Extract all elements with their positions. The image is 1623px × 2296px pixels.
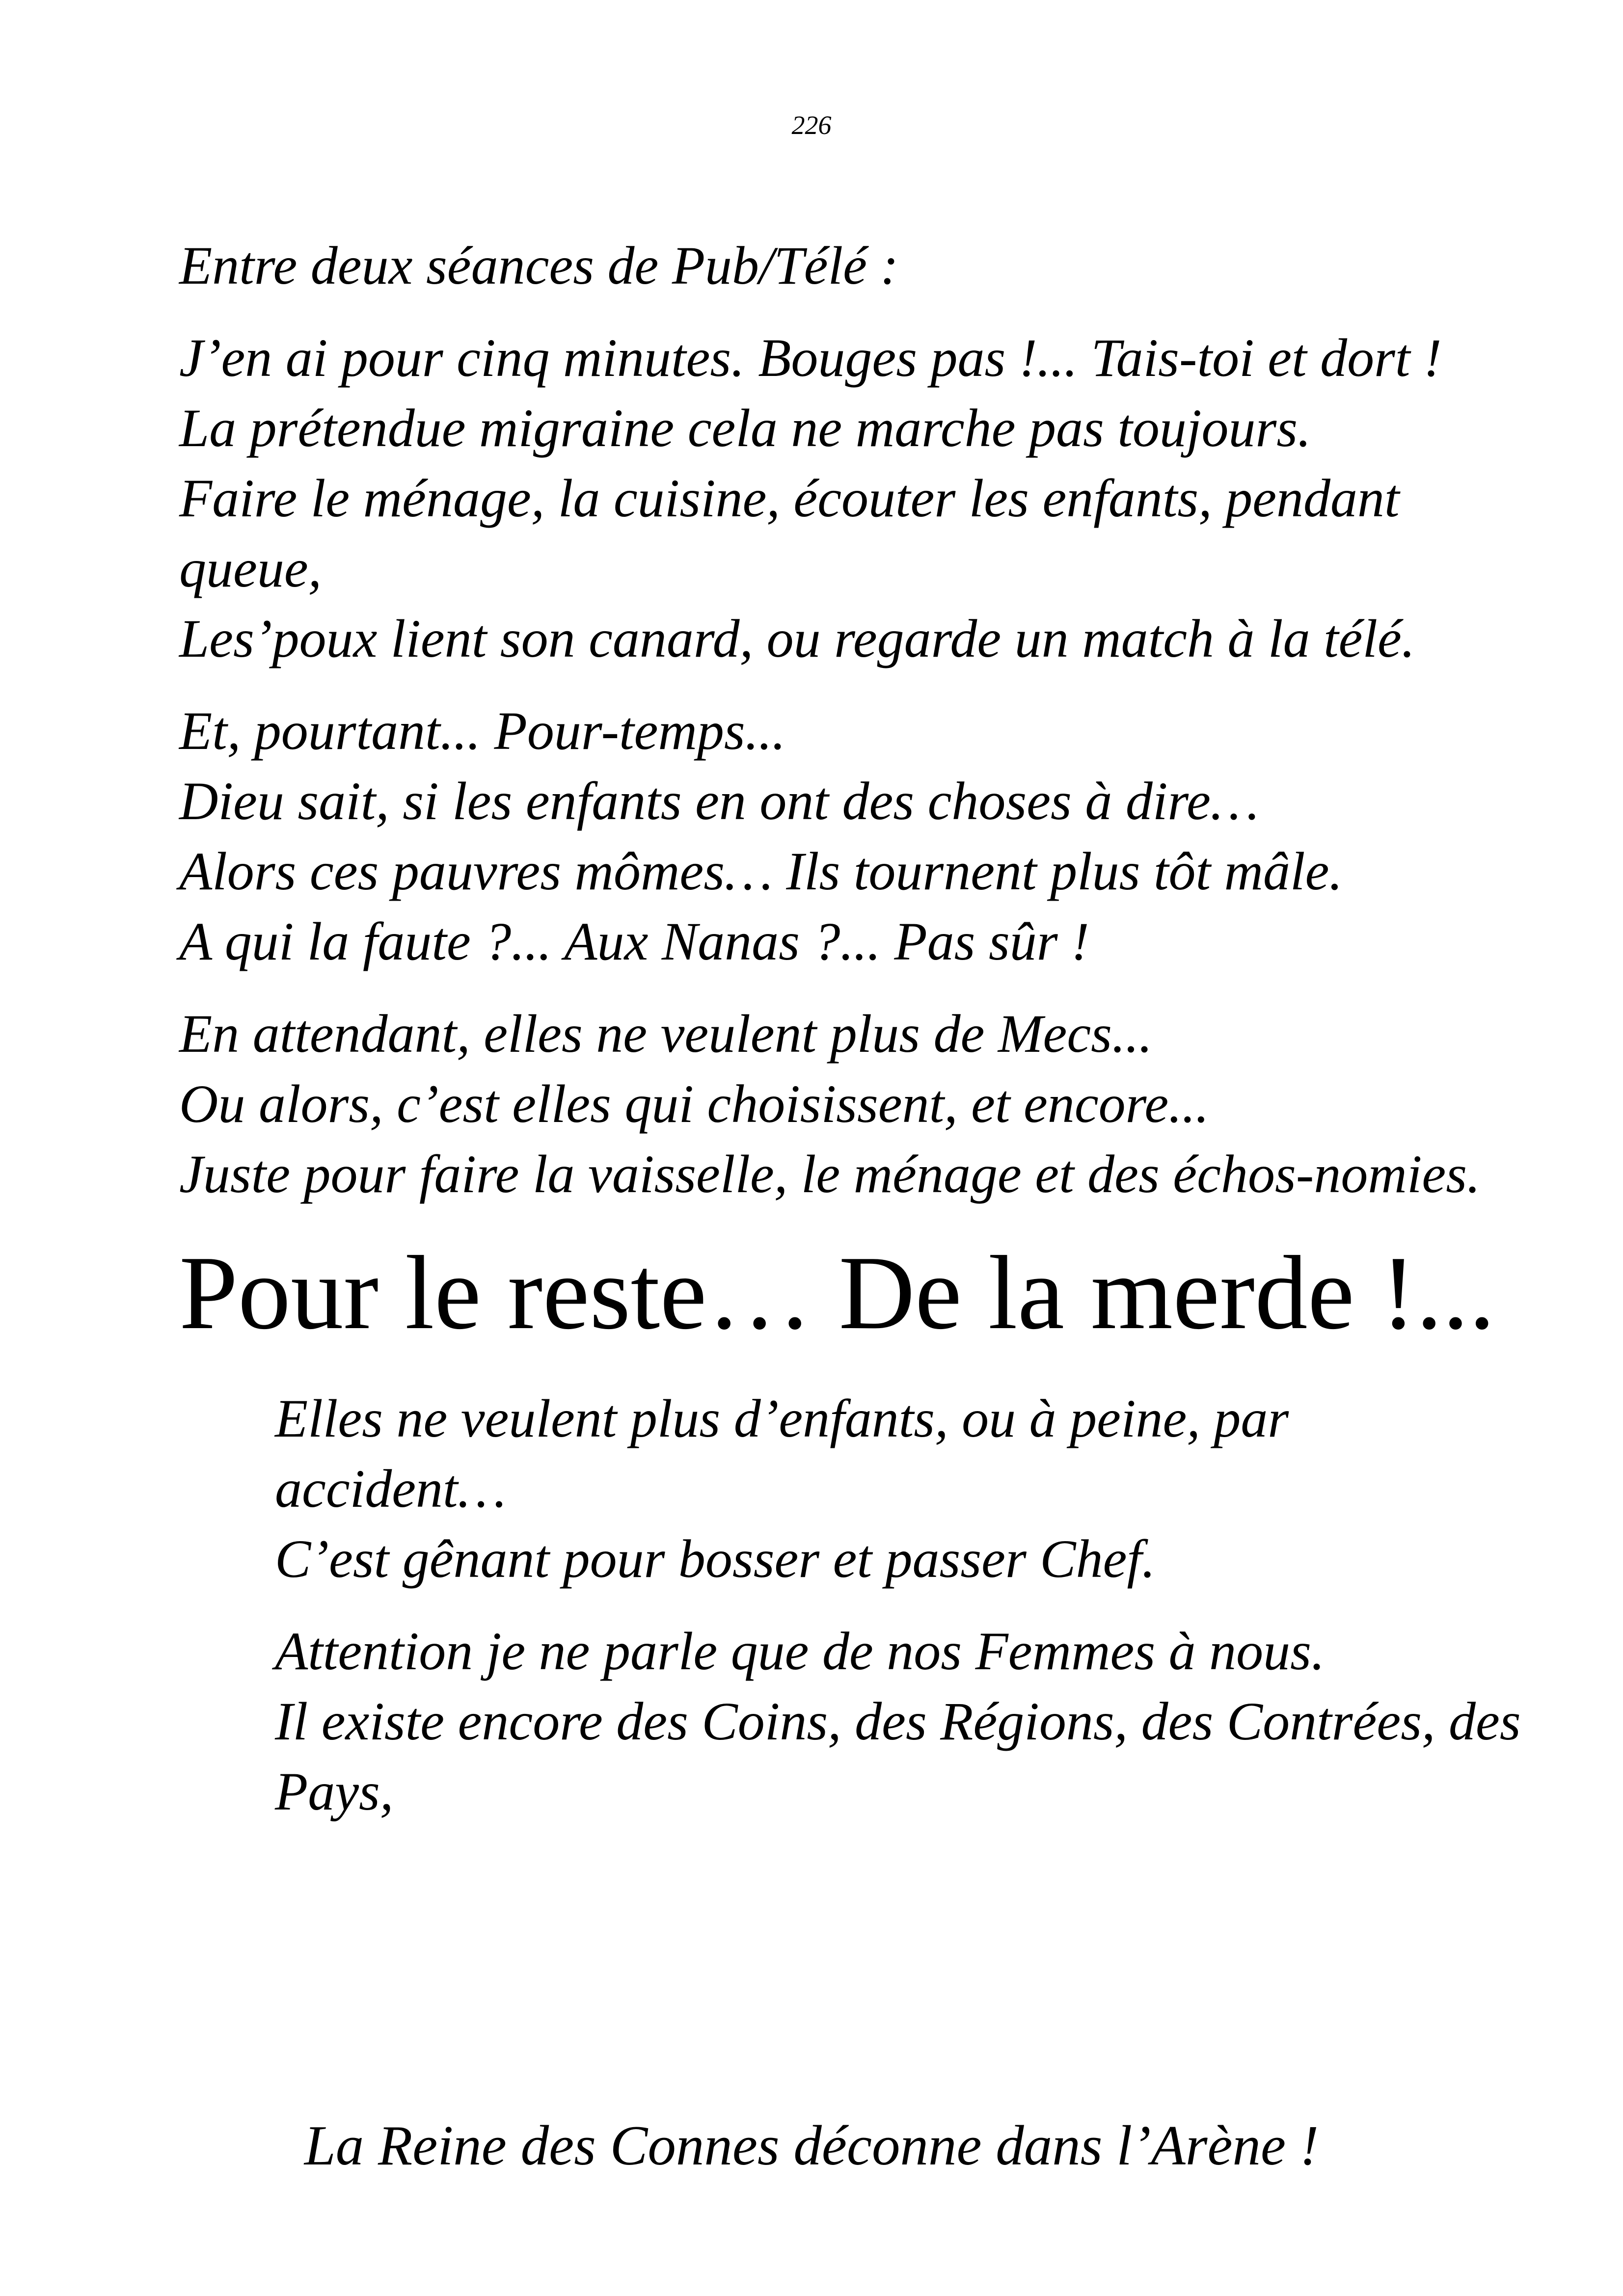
poem-line: Dieu sait, si les enfants en ont des choses à dire… (179, 771, 1259, 831)
poem-line: A qui la faute ?... Aux Nanas ?... Pas sûr ! (179, 911, 1089, 971)
poem-line: Faire le ménage, la cuisine, écouter les enfants, pendant queue, (179, 468, 1400, 598)
poem-line: J’en ai pour cinq minutes. Bouges pas !... Tais-toi et dort ! (179, 328, 1442, 388)
poem-line: Attention je ne parle que de nos Femmes à nous. (275, 1621, 1325, 1681)
poem-line: Les’poux lient son canard, ou regarde un match à la télé. (179, 609, 1415, 668)
poem-line: Alors ces pauvres mômes… Ils tournent plus tôt mâle. (179, 841, 1343, 901)
indented-stanza-1 (275, 1384, 1522, 1594)
stanza-2 (179, 323, 1515, 674)
poem-line: Et, pourtant... Pour-temps... (179, 701, 786, 761)
poem-line: Ou alors, c’est elles qui choisissent, et encore... (179, 1074, 1209, 1134)
poem-body (179, 231, 1521, 1849)
poem-line: Entre deux séances de Pub/Télé : (179, 236, 899, 295)
poem-line: Elles ne veulent plus d’enfants, ou à peine, par accident… (275, 1388, 1289, 1519)
emphasis-line: Pour le reste… De la merde !... (179, 1234, 1495, 1351)
stanza-1 (179, 231, 1515, 301)
indented-stanza-2 (275, 1616, 1522, 1827)
poem-line: C’est gênant pour bosser et passer Chef. (275, 1529, 1156, 1589)
poem-line: Juste pour faire la vaisselle, le ménage et des échos-nomies. (179, 1144, 1481, 1204)
stanza-3 (179, 696, 1515, 977)
poem-line: La prétendue migraine cela ne marche pas toujours. (179, 398, 1311, 458)
page-number: 226 (791, 110, 832, 140)
poem-line: En attendant, elles ne veulent plus de Mecs... (179, 1004, 1153, 1064)
poem-line: Il existe encore des Coins, des Régions, des Contrées, des Pays, (275, 1691, 1521, 1821)
stanza-4 (179, 999, 1515, 1209)
closing-line: La Reine des Connes déconne dans l’Arène ! (304, 2114, 1319, 2177)
